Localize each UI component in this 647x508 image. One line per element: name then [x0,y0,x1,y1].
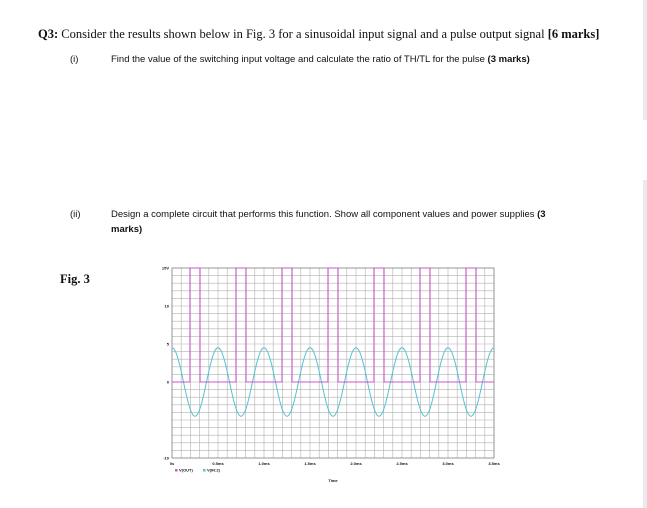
x-tick-label: 2.0ms [350,461,362,466]
x-tick-label: 3.0ms [442,461,454,466]
part-ii-body: Design a complete circuit that performs this function. Show all component values and power supplies [111,209,535,220]
y-tick-label: 15V [161,265,169,271]
plot-frame [172,268,494,458]
y-tick-label: 0 [166,379,169,385]
page-edge-bar [643,180,647,508]
question-text: Consider the results shown below in Fig. 3 for a sinusoidal input signal and a pulse output signal [61,27,545,41]
part-ii-text [111,207,621,237]
question-number: Q3: [38,27,59,41]
part-i-text [111,52,530,67]
x-tick-label: 3.5ms [488,461,500,466]
x-tick-label: 2.5ms [396,461,408,466]
part-ii-number: (ii) [70,209,81,220]
part-ii-marks: (3 [537,209,546,220]
page-edge-bar [643,0,647,120]
legend-marker [175,469,178,472]
legend-label: V(IN:2) [207,467,220,473]
waveform-plot [150,262,500,487]
part-i-body: Find the value of the switching input voltage and calculate the ratio of TH/TL for the pulse [111,54,485,65]
y-tick-label: -10 [163,455,169,461]
y-tick-label: 10 [164,303,169,309]
x-tick-label: 1.0ms [258,461,270,466]
part-i-number: (i) [70,54,79,65]
legend-label: V(OUT) [179,467,193,473]
x-tick-label: 0s [169,461,175,466]
part-i-marks: (3 marks) [487,54,530,65]
question-marks: [6 marks] [547,27,600,41]
x-axis-label: Time [328,478,338,483]
y-tick-label: 5 [166,341,169,347]
series-line-vout [172,268,494,382]
figure-label: Fig. 3 [60,272,90,286]
x-tick-label: 1.5ms [304,461,316,466]
x-tick-label: 0.5ms [212,461,224,466]
legend-marker [203,469,206,472]
part-ii-marks-cont: marks) [111,224,143,235]
question-title [38,27,599,42]
